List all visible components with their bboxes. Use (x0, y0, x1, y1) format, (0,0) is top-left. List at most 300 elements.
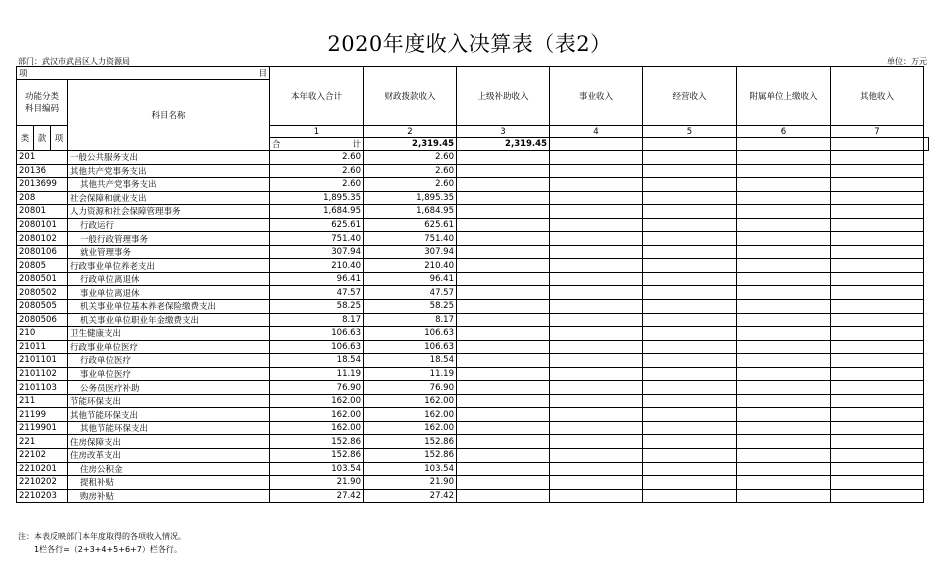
row-name: 行政单位医疗 (80, 356, 132, 367)
row-empty-cell (737, 178, 831, 192)
row-empty-cell (550, 340, 643, 354)
row-empty-cell (831, 232, 924, 246)
row-name-cell (68, 178, 270, 192)
name-label: 科目名称 (68, 80, 270, 151)
row-empty-cell (831, 462, 924, 476)
row-value-1: 96.41 (270, 272, 364, 286)
row-empty-cell (831, 218, 924, 232)
row-value-2: 162.00 (364, 394, 457, 408)
row-value-1: 27.42 (270, 489, 364, 503)
row-name-cell (68, 327, 270, 341)
row-empty-cell (737, 354, 831, 368)
row-value-2: 1,895.35 (364, 191, 457, 205)
row-value-2: 96.41 (364, 272, 457, 286)
row-name: 提租补贴 (80, 478, 115, 489)
row-empty-cell (457, 449, 550, 463)
row-empty-cell (457, 381, 550, 395)
row-empty-cell (550, 367, 643, 381)
row-name: 行政事业单位医疗 (70, 342, 139, 353)
row-empty-cell (550, 313, 643, 327)
row-value-1: 1,684.95 (270, 205, 364, 219)
row-empty-cell (737, 300, 831, 314)
row-empty-cell (550, 191, 643, 205)
row-empty-cell (737, 313, 831, 327)
row-code: 2080106 (17, 245, 68, 259)
row-empty-cell (550, 421, 643, 435)
row-empty-cell (457, 367, 550, 381)
row-empty-cell (737, 272, 831, 286)
table-row (17, 340, 929, 354)
col-header-4: 事业收入 (550, 67, 643, 126)
row-empty-cell (737, 367, 831, 381)
row-empty-cell (831, 313, 924, 327)
row-name-cell (68, 340, 270, 354)
row-empty-cell (457, 272, 550, 286)
table-row (17, 394, 929, 408)
row-empty-cell (737, 205, 831, 219)
table-row (17, 408, 929, 422)
row-empty-cell (643, 462, 737, 476)
row-name: 机关事业单位职业年金缴费支出 (80, 315, 200, 326)
col-num-4: 4 (550, 126, 643, 138)
row-empty-cell (831, 367, 924, 381)
row-empty-cell (737, 232, 831, 246)
row-name-cell (68, 354, 270, 368)
row-name-cell (68, 232, 270, 246)
row-empty-cell (643, 300, 737, 314)
row-empty-cell (831, 394, 924, 408)
row-empty-cell (457, 313, 550, 327)
row-empty-cell (643, 205, 737, 219)
row-code: 2101103 (17, 381, 68, 395)
row-empty-cell (457, 232, 550, 246)
row-value-2: 18.54 (364, 354, 457, 368)
col-num-7: 7 (831, 126, 924, 138)
row-value-2: 152.86 (364, 449, 457, 463)
row-name: 一般公共服务支出 (70, 153, 139, 164)
row-name-cell (68, 218, 270, 232)
row-empty-cell (643, 164, 737, 178)
col-header-3: 上级补助收入 (457, 67, 550, 126)
row-empty-cell (457, 300, 550, 314)
kuan-label: 款 (34, 126, 51, 151)
row-name-cell (68, 272, 270, 286)
row-code: 2080102 (17, 232, 68, 246)
row-empty-cell (831, 191, 924, 205)
row-name: 行政单位离退休 (80, 275, 140, 286)
row-value-1: 76.90 (270, 381, 364, 395)
row-value-2: 162.00 (364, 408, 457, 422)
row-empty-cell (831, 435, 924, 449)
row-empty-cell (831, 300, 924, 314)
header-item-left: 项 (19, 69, 28, 79)
row-value-1: 625.61 (270, 218, 364, 232)
row-value-1: 152.86 (270, 435, 364, 449)
row-empty-cell (643, 367, 737, 381)
row-empty-cell (643, 489, 737, 503)
row-code: 2080505 (17, 300, 68, 314)
row-code: 20805 (17, 259, 68, 273)
row-empty-cell (643, 272, 737, 286)
row-empty-cell (831, 259, 924, 273)
row-code: 2080506 (17, 313, 68, 327)
row-empty-cell (737, 218, 831, 232)
table-row (17, 151, 929, 165)
row-value-1: 162.00 (270, 408, 364, 422)
table-row (17, 354, 929, 368)
row-empty-cell (643, 313, 737, 327)
row-empty-cell (550, 476, 643, 490)
row-value-1: 106.63 (270, 340, 364, 354)
row-code: 2080501 (17, 272, 68, 286)
row-empty-cell (550, 232, 643, 246)
row-empty-cell (457, 476, 550, 490)
table-row (17, 178, 929, 192)
row-value-1: 103.54 (270, 462, 364, 476)
row-empty-cell (457, 164, 550, 178)
note-line-1: 注：本表反映部门本年度取得的各项收入情况。 (18, 532, 186, 541)
row-empty-cell (457, 259, 550, 273)
lei-label: 类 (17, 126, 34, 151)
report-title: 2020年度收入决算表（表2） (327, 32, 612, 56)
row-empty-cell (550, 259, 643, 273)
row-value-1: 152.86 (270, 449, 364, 463)
row-empty-cell (737, 245, 831, 259)
row-empty-cell (457, 327, 550, 341)
row-value-2: 625.61 (364, 218, 457, 232)
table-row (17, 313, 929, 327)
row-name-cell (68, 435, 270, 449)
row-value-1: 162.00 (270, 394, 364, 408)
row-empty-cell (643, 232, 737, 246)
row-value-1: 2.60 (270, 151, 364, 165)
row-empty-cell (550, 354, 643, 368)
row-empty-cell (550, 205, 643, 219)
row-value-2: 106.63 (364, 340, 457, 354)
total-right: 计 (352, 140, 361, 150)
row-empty-cell (737, 408, 831, 422)
row-empty-cell (831, 245, 924, 259)
row-name-cell (68, 408, 270, 422)
row-empty-cell (550, 489, 643, 503)
code-label: 功能分类 科目编码 (17, 80, 68, 126)
row-empty-cell (831, 489, 924, 503)
table-row (17, 286, 929, 300)
row-empty-cell (550, 151, 643, 165)
row-empty-cell (831, 408, 924, 422)
note-line-2: 1栏各行=（2+3+4+5+6+7）栏各行。 (34, 545, 182, 554)
row-empty-cell (550, 272, 643, 286)
row-value-1: 58.25 (270, 300, 364, 314)
total-label-cell (270, 138, 364, 151)
row-empty-cell (737, 151, 831, 165)
row-empty-cell (457, 245, 550, 259)
row-value-2: 751.40 (364, 232, 457, 246)
row-empty-cell (550, 408, 643, 422)
row-code: 2101102 (17, 367, 68, 381)
row-value-2: 162.00 (364, 421, 457, 435)
row-code: 2080101 (17, 218, 68, 232)
row-name: 公务员医疗补助 (80, 383, 140, 394)
row-name-cell (68, 421, 270, 435)
row-empty-cell (737, 435, 831, 449)
row-code: 21199 (17, 408, 68, 422)
row-empty-cell (550, 218, 643, 232)
table-row (17, 272, 929, 286)
row-name-cell (68, 367, 270, 381)
row-code: 2210202 (17, 476, 68, 490)
row-empty-cell (643, 191, 737, 205)
row-value-2: 2.60 (364, 178, 457, 192)
row-code: 2210201 (17, 462, 68, 476)
row-code: 221 (17, 435, 68, 449)
row-value-1: 11.19 (270, 367, 364, 381)
row-name-cell (68, 476, 270, 490)
row-value-2: 210.40 (364, 259, 457, 273)
row-value-1: 162.00 (270, 421, 364, 435)
row-empty-cell (643, 178, 737, 192)
row-name-cell (68, 489, 270, 503)
row-empty-cell (643, 449, 737, 463)
row-empty-cell (737, 449, 831, 463)
row-empty-cell (831, 272, 924, 286)
row-empty-cell (457, 421, 550, 435)
row-empty-cell (737, 327, 831, 341)
table-row (17, 435, 929, 449)
row-name: 事业单位医疗 (80, 370, 132, 381)
col-num-2: 2 (364, 126, 457, 138)
row-code: 211 (17, 394, 68, 408)
row-code: 20136 (17, 164, 68, 178)
notes (18, 530, 186, 556)
col-header-7: 其他收入 (831, 67, 924, 126)
row-name-cell (68, 394, 270, 408)
row-empty-cell (643, 286, 737, 300)
total-left: 合 (272, 140, 281, 150)
row-empty-cell (831, 327, 924, 341)
row-empty-cell (737, 489, 831, 503)
col-header-1: 本年收入合计 (270, 67, 364, 126)
row-empty-cell (737, 476, 831, 490)
table-row (17, 449, 929, 463)
row-empty-cell (457, 435, 550, 449)
row-empty-cell (457, 462, 550, 476)
row-empty-cell (550, 462, 643, 476)
row-empty-cell (457, 489, 550, 503)
row-value-1: 210.40 (270, 259, 364, 273)
row-empty-cell (457, 178, 550, 192)
row-value-1: 2.60 (270, 178, 364, 192)
row-empty-cell (831, 449, 924, 463)
row-empty-cell (643, 218, 737, 232)
row-value-2: 1,684.95 (364, 205, 457, 219)
row-empty-cell (643, 476, 737, 490)
row-name: 卫生健康支出 (70, 329, 122, 340)
row-name-cell (68, 381, 270, 395)
table-row (17, 476, 929, 490)
row-value-2: 76.90 (364, 381, 457, 395)
table-row (17, 489, 929, 503)
row-empty-cell (737, 394, 831, 408)
row-value-1: 2.60 (270, 164, 364, 178)
row-name-cell (68, 462, 270, 476)
col-header-2: 财政拨款收入 (364, 67, 457, 126)
row-name-cell (68, 286, 270, 300)
row-value-2: 103.54 (364, 462, 457, 476)
row-value-1: 1,895.35 (270, 191, 364, 205)
row-empty-cell (457, 354, 550, 368)
row-name: 住房保障支出 (70, 437, 122, 448)
table-row (17, 191, 929, 205)
row-empty-cell (550, 381, 643, 395)
row-value-1: 106.63 (270, 327, 364, 341)
row-name: 其他节能环保支出 (70, 410, 139, 421)
row-name: 社会保障和就业支出 (70, 193, 147, 204)
row-code: 2119901 (17, 421, 68, 435)
row-empty-cell (831, 164, 924, 178)
row-code: 2080502 (17, 286, 68, 300)
row-empty-cell (831, 421, 924, 435)
col-num-6: 6 (737, 126, 831, 138)
row-name: 其他节能环保支出 (80, 424, 149, 435)
row-name-cell (68, 151, 270, 165)
row-value-1: 751.40 (270, 232, 364, 246)
row-value-2: 27.42 (364, 489, 457, 503)
table-row (17, 421, 929, 435)
col-header-5: 经营收入 (643, 67, 737, 126)
row-name-cell (68, 313, 270, 327)
row-name: 购房补贴 (80, 491, 115, 502)
row-empty-cell (737, 462, 831, 476)
row-name-cell (68, 449, 270, 463)
header-item-cell (17, 67, 270, 80)
row-empty-cell (550, 449, 643, 463)
row-code: 2101101 (17, 354, 68, 368)
col-header-6: 附属单位上缴收入 (737, 67, 831, 126)
row-name-cell (68, 259, 270, 273)
row-empty-cell (643, 245, 737, 259)
row-empty-cell (550, 435, 643, 449)
row-name: 住房改革支出 (70, 451, 122, 462)
row-code: 21011 (17, 340, 68, 354)
unit-label: 单位：万元 (887, 57, 927, 66)
row-value-1: 8.17 (270, 313, 364, 327)
row-code: 2013699 (17, 178, 68, 192)
row-empty-cell (643, 151, 737, 165)
row-code: 210 (17, 327, 68, 341)
row-empty-cell (643, 435, 737, 449)
row-empty-cell (643, 354, 737, 368)
row-code: 201 (17, 151, 68, 165)
row-name-cell (68, 300, 270, 314)
row-empty-cell (550, 164, 643, 178)
row-value-2: 47.57 (364, 286, 457, 300)
row-value-1: 18.54 (270, 354, 364, 368)
table-row (17, 259, 929, 273)
row-empty-cell (737, 421, 831, 435)
row-empty-cell (550, 245, 643, 259)
row-value-1: 307.94 (270, 245, 364, 259)
row-empty-cell (643, 421, 737, 435)
row-name-cell (68, 191, 270, 205)
table-row (17, 367, 929, 381)
row-empty-cell (457, 408, 550, 422)
row-empty-cell (643, 259, 737, 273)
row-empty-cell (643, 394, 737, 408)
row-empty-cell (457, 394, 550, 408)
row-empty-cell (737, 191, 831, 205)
row-empty-cell (737, 286, 831, 300)
col-num-1: 1 (270, 126, 364, 138)
row-empty-cell (831, 286, 924, 300)
row-name: 住房公积金 (80, 464, 123, 475)
income-table (16, 66, 929, 503)
row-empty-cell (550, 286, 643, 300)
row-value-1: 47.57 (270, 286, 364, 300)
row-empty-cell (831, 205, 924, 219)
table-row (17, 232, 929, 246)
row-empty-cell (457, 205, 550, 219)
row-code: 2210203 (17, 489, 68, 503)
total-value-1: 2,319.45 (364, 138, 457, 151)
row-empty-cell (831, 151, 924, 165)
row-code: 208 (17, 191, 68, 205)
row-empty-cell (643, 327, 737, 341)
row-value-2: 2.60 (364, 164, 457, 178)
row-name: 机关事业单位基本养老保险缴费支出 (80, 302, 217, 313)
table-row (17, 462, 929, 476)
xiang-label: 项 (51, 126, 68, 151)
row-value-2: 11.19 (364, 367, 457, 381)
row-value-2: 152.86 (364, 435, 457, 449)
row-value-2: 58.25 (364, 300, 457, 314)
row-name: 行政运行 (80, 221, 115, 231)
row-name: 就业管理事务 (80, 248, 132, 259)
row-empty-cell (457, 191, 550, 205)
row-empty-cell (457, 286, 550, 300)
row-value-2: 21.90 (364, 476, 457, 490)
row-name: 人力资源和社会保障管理事务 (70, 207, 181, 218)
row-empty-cell (737, 340, 831, 354)
row-name: 节能环保支出 (70, 397, 122, 408)
row-empty-cell (643, 408, 737, 422)
table-row (17, 245, 929, 259)
row-empty-cell (643, 381, 737, 395)
row-empty-cell (831, 476, 924, 490)
department-label: 部门：武汉市武昌区人力资源局 (18, 57, 130, 66)
row-empty-cell (550, 178, 643, 192)
row-value-1: 21.90 (270, 476, 364, 490)
row-value-2: 8.17 (364, 313, 457, 327)
row-name: 其他共产党事务支出 (80, 180, 157, 191)
row-empty-cell (457, 218, 550, 232)
row-name-cell (68, 245, 270, 259)
row-empty-cell (737, 164, 831, 178)
table-row (17, 381, 929, 395)
row-empty-cell (831, 340, 924, 354)
row-name: 其他共产党事务支出 (70, 166, 147, 177)
total-value-2: 2,319.45 (457, 138, 550, 151)
row-empty-cell (550, 327, 643, 341)
row-empty-cell (643, 340, 737, 354)
row-empty-cell (737, 381, 831, 395)
row-value-2: 2.60 (364, 151, 457, 165)
row-value-2: 307.94 (364, 245, 457, 259)
row-name: 一般行政管理事务 (80, 234, 149, 245)
col-num-5: 5 (643, 126, 737, 138)
row-empty-cell (457, 151, 550, 165)
row-code: 22102 (17, 449, 68, 463)
